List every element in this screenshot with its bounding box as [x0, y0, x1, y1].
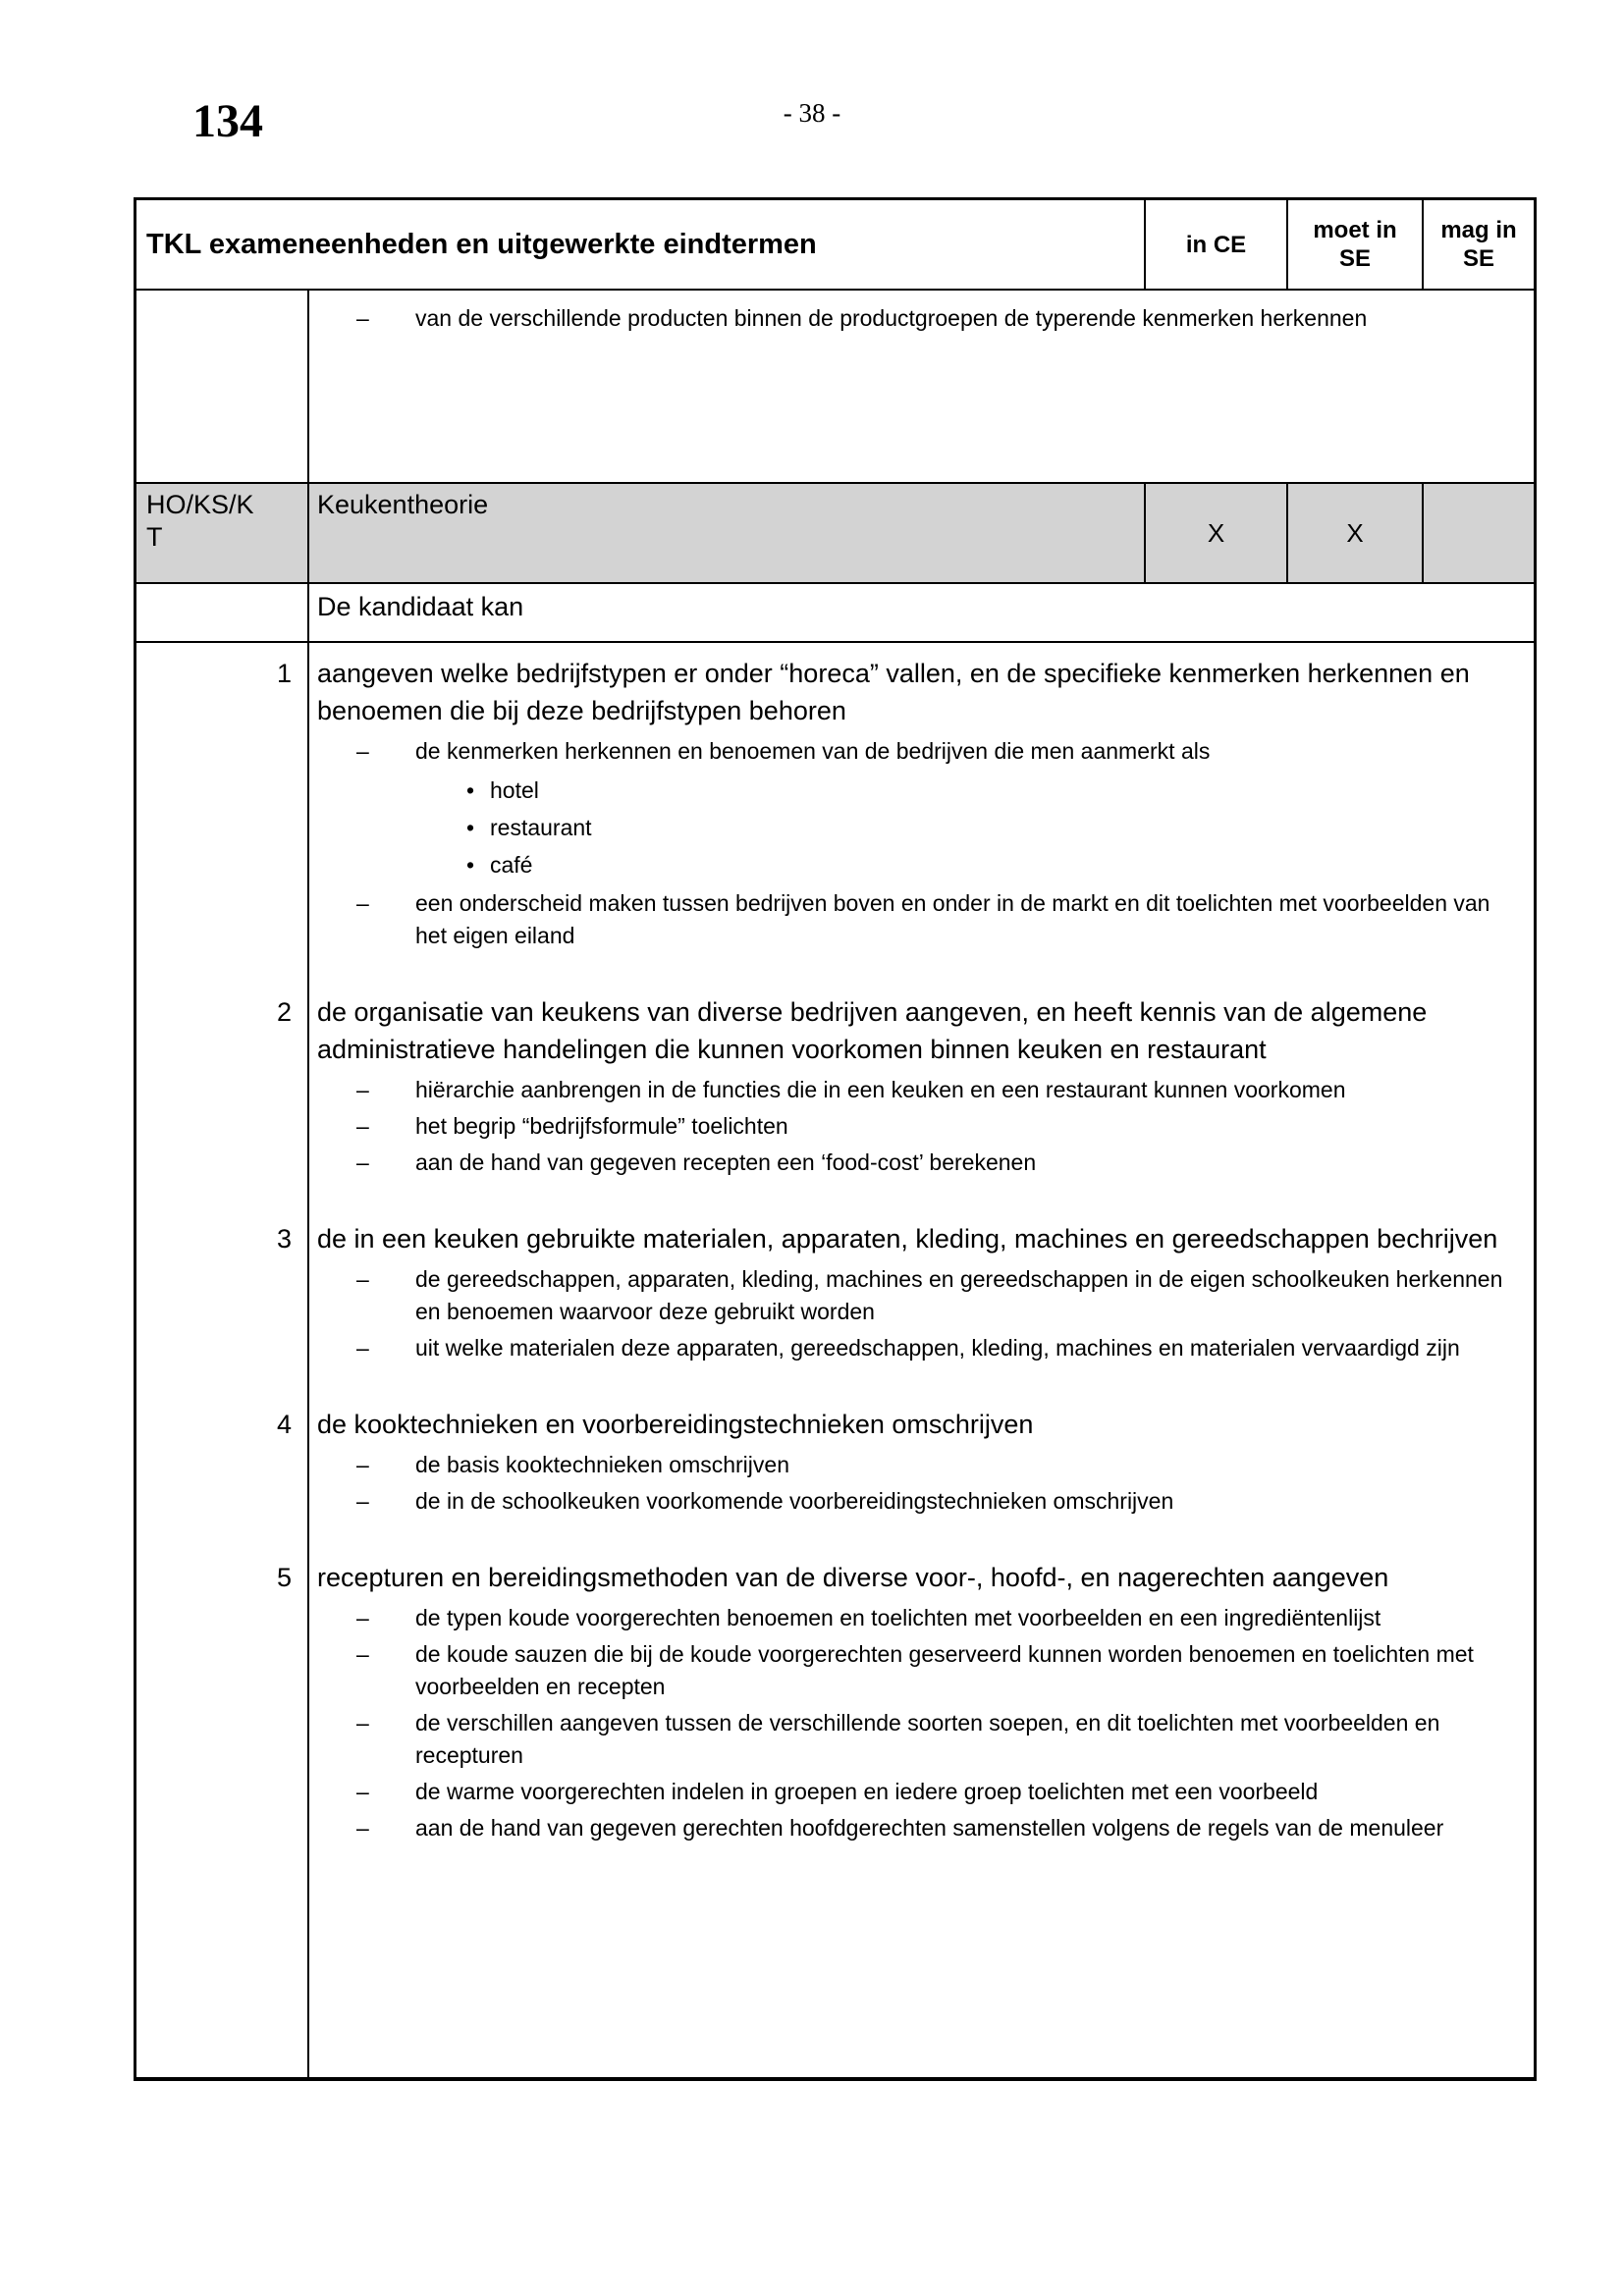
item-main-text: aangeven welke bedrijfstypen er onder “horeca” vallen, en de specifieke kenmerken herkennen en benoemen die bij deze bedrijfstypen behoren [317, 659, 1470, 725]
carryover-row [136, 291, 1534, 484]
item-sub-point: – de kenmerken herkennen en benoemen van de bedrijven die men aanmerkt als [317, 735, 1518, 768]
items-section [136, 643, 1534, 2077]
item-number: 1 [136, 643, 309, 956]
lead-text: De kandidaat kan [317, 592, 524, 621]
item-sub-point: – hiërarchie aanbrengen in de functies die in een keuken en een restaurant kunnen voorkomen [317, 1074, 1518, 1106]
item-row-1 [136, 643, 1534, 956]
bullet-point: • restaurant [317, 809, 1518, 846]
section-title: Keukentheorie [317, 490, 489, 519]
item-row-4 [136, 1368, 1534, 1522]
item-row-3 [136, 1183, 1534, 1368]
item-sub-point: – de basis kooktechnieken omschrijven [317, 1449, 1518, 1481]
item-content [309, 956, 1534, 1183]
item-main-text: de kooktechnieken en voorbereidingstechnieken omschrijven [317, 1410, 1034, 1439]
item-sub-point: – uit welke materialen deze apparaten, gereedschappen, kleding, machines en materialen vervaardigd zijn [317, 1332, 1518, 1364]
section-row-keukentheorie [136, 484, 1534, 584]
item-content [309, 1522, 1534, 2077]
column-header-in-ce: in CE [1144, 200, 1286, 289]
item-content [309, 1183, 1534, 1368]
item-main-text: recepturen en bereidingsmethoden van de diverse voor-, hoofd-, en nagerechten aangeven [317, 1563, 1389, 1592]
table-header-row [136, 200, 1534, 291]
column-header-mag-in-se: mag in SE [1422, 200, 1534, 289]
bullet-group [317, 772, 1518, 883]
item-number: 2 [136, 956, 309, 1183]
eindtermen-table [134, 197, 1537, 2081]
item-sub-point: – aan de hand van gegeven recepten een ‘food-cost’ berekenen [317, 1147, 1518, 1179]
bullet-point: • café [317, 846, 1518, 883]
item-sub-point: – de in de schoolkeuken voorkomende voorbereidingstechnieken omschrijven [317, 1485, 1518, 1518]
item-sub-point: – het begrip “bedrijfsformule” toelichten [317, 1110, 1518, 1143]
item-sub-point: – de typen koude voorgerechten benoemen en toelichten met voorbeelden en een ingrediëntenlijst [317, 1602, 1518, 1634]
item-sub-point: – de gereedschappen, apparaten, kleding, machines en gereedschappen in de eigen schoolkeuken herkennen en benoemen waarvoor deze gebruikt worden [317, 1263, 1518, 1328]
folio-number: - 38 - [783, 98, 841, 128]
item-content [309, 1368, 1534, 1522]
section-code [136, 484, 309, 582]
item-main-text: de in een keuken gebruikte materialen, apparaten, kleding, machines en gereedschappen bechrijven [317, 1224, 1498, 1254]
item-row-2 [136, 956, 1534, 1183]
bullet-point: • hotel [317, 772, 1518, 809]
item-sub-point: – aan de hand van gegeven gerechten hoofdgerechten samenstellen volgens de regels van de menuleer [317, 1812, 1518, 1844]
carryover-row-content [309, 291, 1534, 482]
lead-row [136, 584, 1534, 643]
section-code-line: T [146, 522, 163, 552]
item-row-5 [136, 1522, 1534, 2077]
item-number: 3 [136, 1183, 309, 1368]
column-header-moet-in-se: moet in SE [1286, 200, 1422, 289]
item-sub-point: – een onderscheid maken tussen bedrijven boven en onder in de markt en dit toelichten met voorbeelden van het eigen eiland [317, 887, 1518, 952]
section-mark-mag-in-se [1422, 484, 1534, 582]
item-sub-point: – de koude sauzen die bij de koude voorgerechten geserveerd kunnen worden benoemen en toelichten met voorbeelden en recepten [317, 1638, 1518, 1703]
section-code-line: HO/KS/K [146, 490, 254, 519]
item-number: 5 [136, 1522, 309, 2077]
item-sub-point: – de warme voorgerechten indelen in groepen en iedere groep toelichten met een voorbeeld [317, 1776, 1518, 1808]
item-sub-point: – de verschillen aangeven tussen de verschillende soorten soepen, en dit toelichten met voorbeelden en recepturen [317, 1707, 1518, 1772]
carryover-row-label-cell [136, 291, 309, 482]
section-mark-in-ce: X [1144, 484, 1286, 582]
item-main-text: de organisatie van keukens van diverse bedrijven aangeven, en heeft kennis van de algemene administratieve handelingen die kunnen voorkomen binnen keuken en restaurant [317, 997, 1428, 1064]
table-title: TKL exameneenheden en uitgewerkte eindtermen [146, 228, 817, 260]
item-content [309, 643, 1534, 956]
page-number: 134 [192, 95, 263, 147]
section-mark-moet-in-se: X [1286, 484, 1422, 582]
carryover-sub-point: – van de verschillende producten binnen de productgroepen de typerende kenmerken herkennen [317, 302, 1518, 335]
lead-row-label-cell [136, 584, 309, 641]
item-number: 4 [136, 1368, 309, 1522]
